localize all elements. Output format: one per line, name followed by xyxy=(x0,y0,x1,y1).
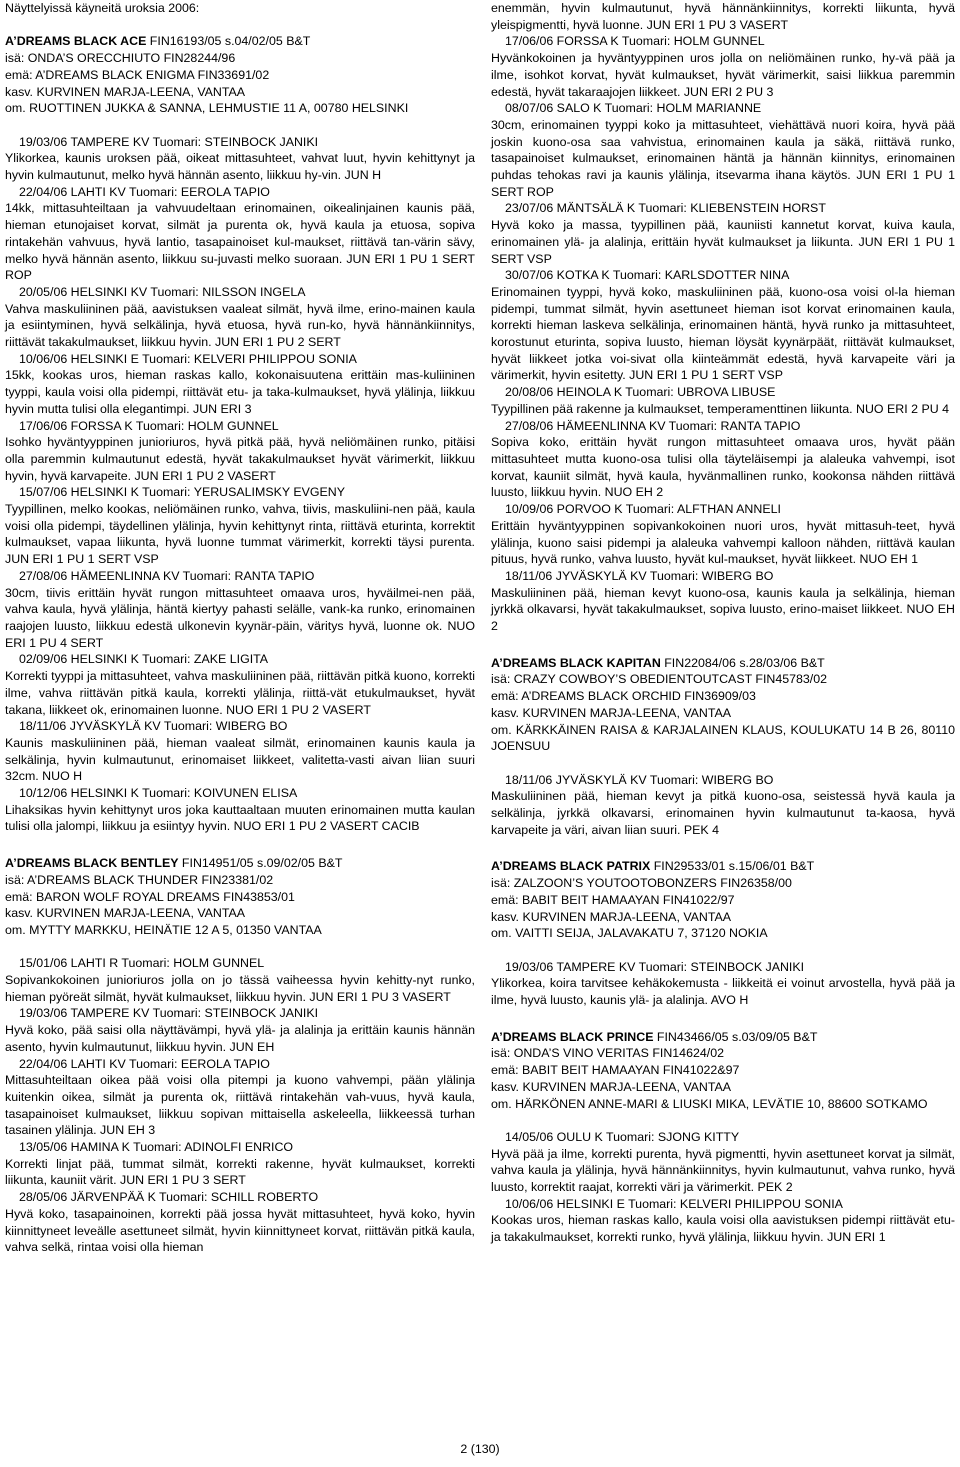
show-entry: 18/11/06 JYVÄSKYLÄ KV Tuomari: WIBERG BO Kaunis maskuliininen pää, hieman vaaleat silmät, erinomainen kaunis kaula ja selkälinja, hyvin kulmautunut, erinomaiset liikkeet, valitetta-vasti aivan liian suuri 32cm. NUO H xyxy=(5,719,475,784)
show-entry: 02/09/06 HELSINKI K Tuomari: ZAKE LIGITA Korrekti tyyppi ja mittasuhteet, vahva maskuliininen pää, riittävän pitkä kuono, korrekti ilme, vahva riittävän pitkä kaula, korrekti ylälinja, riittä-vät etukulmaukset, hyvät takana, liikkeet ok, erinomainen luonne. NUO ERI 1 PU 2 VASERT xyxy=(5,652,475,717)
dog-details-kapitan: FIN22084/06 s.28/03/06 B&T isä: CRAZY COWBOY’S OBEDIENTOUTCAST FIN45783/02 emä: A’DREAMS BLACK ORCHID FIN36909/03 kasv. KURVINEN MARJA-LEENA, VANTAA om. KÄRKKÄINEN RAISA & KARJALAINEN KLAUS, KOULUKATU 14 B 26, 80110 JOENSUU xyxy=(491,655,955,754)
show-entry-continued: enemmän, hyvin kulmautunut, hyvä hännänkiinnitys, korrekti liikunta, hyvä yleispigmentti, hyvä luonne. JUN ERI 1 PU 3 VASERT xyxy=(491,1,955,32)
dog-details-ace: FIN16193/05 s.04/02/05 B&T isä: ONDA’S ORECCHIUTO FIN28244/96 emä: A’DREAMS BLACK ENIGMA FIN33691/02 kasv. KURVINEN MARJA-LEENA, VANTAA om. RUOTTINEN JUKKA & SANNA, LEHMUSTIE 11 A, 00780 HELSINKI xyxy=(5,34,409,116)
show-entry: 19/03/06 TAMPERE KV Tuomari: STEINBOCK JANIKI Ylikorkea, kaunis uroksen pää, oikeat mittasuhteet, vahvat luut, hyvin kehittynyt ja hyvin kulmautunut, melko hyvä hännän asento, liikkuu hy-vin. JUN H xyxy=(5,134,475,182)
show-entry: 14/05/06 OULU K Tuomari: SJONG KITTY Hyvä pää ja ilme, korrekti purenta, hyvä pigmentti, hyvin asettuneet korvat ja silmät, vahva kaula ja ylälinja, hyvä hännänkiinnitys, hyvin kulmautunut, vahva runko, hyvä luusto, korrektit raajat, korrekti väri ja värimerkit. PEK 2 xyxy=(491,1129,955,1195)
dog-name-ace: A’DREAMS BLACK ACE xyxy=(5,34,147,49)
show-entry: 23/07/06 MÄNTSÄLÄ K Tuomari: KLIEBENSTEIN HORST Hyvä koko ja massa, tyypillinen pää, kauniisti kannetut korvat, kuiva kaula, erinomainen ylä- ja alalinja, erittäin hyvät kulmaukset ja liikunta. JUN ERI 1 PU 1 SERT VSP xyxy=(491,201,955,266)
left-column xyxy=(5,0,475,1256)
dog-details-bentley: FIN14951/05 s.09/02/05 B&T isä: A’DREAMS BLACK THUNDER FIN23381/02 emä: BARON WOLF ROYAL DREAMS FIN43853/01 kasv. KURVINEN MARJA-LEENA, VANTAA om. MYTTY MARKKU, HEINÄTIE 12 A 5, 01350 VANTAA xyxy=(5,856,343,937)
dog-details-prince: FIN43466/05 s.03/09/05 B&T isä: ONDA’S VINO VERITAS FIN14624/02 emä: BABIT BEIT HAMAAYAN FIN41022&97 kasv. KURVINEN MARJA-LEENA, VANTAA om. HÄRKÖNEN ANNE-MARI & LIUSKI MIKA, LEVÄTIE 10, 88600 SOTKAMO xyxy=(491,1029,928,1111)
dog-header-prince xyxy=(491,1029,955,1113)
show-entry: 27/08/06 HÄMEENLINNA KV Tuomari: RANTA TAPIO Sopiva koko, erittäin hyvät rungon mittasuhteet omaava uros, hyvät pään mittasuhteet mutta kuono-osa tulisi olla täyteläisempi ja alaleuka vahvempi, isot korvat, kauniit silmät, hyvä kaula, hyvänmallinen runko, kookonsa nähden riittävä luusto, liikkuu hyvin. NUO EH 2 xyxy=(491,418,955,500)
show-entry: 27/08/06 HÄMEENLINNA KV Tuomari: RANTA TAPIO 30cm, tiivis erittäin hyvät rungon mittasuhteet omaava uros, hyväilmei-nen pää, vahva kaula, hyvä ylälinja, häntä kiertyy pahasti selälle, vank-ka runko, erinomainen raajojen luusto, liikkuu edestä ulkonevin kyynär-päin, väritys hyvä, luonne ok. NUO ERI 1 PU 4 SERT xyxy=(5,568,475,650)
show-entry: 08/07/06 SALO K Tuomari: HOLM MARIANNE 30cm, erinomainen tyyppi koko ja mittasuhteet, viehättävä nuori koira, hyvä pää joskin kuono-osa saa vahvistua, erinomainen kaula ja säkä, riittävä runko, tasapainoiset kulmaukset, erinomainen häntä ja hännän kiinnitys, erinomainen puhdas tehokas ravi ja kaunis ylälinja, itsevarma ihana käytös. JUN ERI 1 PU 1 SERT ROP xyxy=(491,101,955,199)
dog-header-patrix xyxy=(491,858,955,942)
show-entry: 15/07/06 HELSINKI K Tuomari: YERUSALIMSKY EVGENY Tyypillinen, melko kookas, neliömäinen runko, vahva, tiivis, maskuliini-nen pää, kaula voisi olla pidempi, täydellinen ylälinja, hyvin kehittynyt rinta, riittävä eturinta, korrektit kulmaukset, vapaa liikunta, hyvä luonne tummat värimerkit, korrekti täysi purenta. JUN ERI 1 PU 1 SERT VSP xyxy=(5,485,475,567)
show-entry: 17/06/06 FORSSA K Tuomari: HOLM GUNNEL Hyvänkokoinen ja hyväntyyppinen uros jolla on neliömäinen runko, hy-vä pää ja ilme, isohkot korvat, hyvät kulmaukset, hyvät värimerkit, saisi liikkua paremmin edestä, hyvät takaraajojen liikkeet. JUN ERI 2 PU 3 xyxy=(491,34,955,99)
page-number: 2 (130) xyxy=(460,1442,500,1456)
show-entry: 28/05/06 JÄRVENPÄÄ K Tuomari: SCHILL ROBERTO Hyvä koko, tasapainoinen, korrekti pää jossa hyvät mittasuhteet, hyvä koko, hyvin kiinnittyneet leveälle asettuneet silmät, hyvin kiinnittyneet korvat, riittävän pitkä kaula, vahva selkä, rintaa voisi olla hieman xyxy=(5,1190,475,1255)
dog-name-patrix: A’DREAMS BLACK PATRIX xyxy=(491,859,651,874)
dog-header-ace xyxy=(5,33,475,117)
dog-details-patrix: FIN29533/01 s.15/06/01 B&T isä: ZALZOON’S YOUTOOTOBONZERS FIN26358/00 emä: BABIT BEIT HAMAAYAN FIN41022/97 kasv. KURVINEN MARJA-LEENA, VANTAA om. VAITTI SEIJA, JALAVAKATU 7, 37120 NOKIA xyxy=(491,859,815,941)
show-entry: 19/03/06 TAMPERE KV Tuomari: STEINBOCK JANIKI Ylikorkea, koira tarvitsee kehäkokemusta - liikkeitä ei voinut arvostella, hyvä pää ja ilme, hyvä luusto, kaunis ylä- ja alalinja. AVO H xyxy=(491,959,955,1008)
show-entry: 22/04/06 LAHTI KV Tuomari: EEROLA TAPIO Mittasuhteiltaan oikea pää voisi olla pitempi ja kuono vahvempi, pään ylälinja kuitenkin oikea, silmät ja purenta ok, riittävä rintakehän vah-vuus, hyvä kaula, tasapainoiset kulmaukset, liikkuu sopivan mittaisella askeleella, liikkeessä turhan tasainen ylälinja. JUN EH 3 xyxy=(5,1056,475,1138)
show-entry: 17/06/06 FORSSA K Tuomari: HOLM GUNNEL Isohko hyväntyyppinen junioriuros, hyvä pitkä pää, hyvä neliömäinen runko, pitäisi olla paremmin kulmautunut edestä, hyvät takakulmaukset hyvät värimerkit, liikkuu hyvin, hyvä karvapeite. JUN ERI 1 PU 2 VASERT xyxy=(5,418,475,483)
show-entry: 18/11/06 JYVÄSKYLÄ KV Tuomari: WIBERG BO Maskuliininen pää, hieman kevyt ja pitkä kuono-osa, seistessä hyvä kaula ja selkälinja, jyrkkä olkavarsi, erinomainen hyvin kulmautunut ta-kaosa, hyvä karvapeite ja väri, aivan liian suuri. PEK 4 xyxy=(491,772,955,837)
show-entry: 10/09/06 PORVOO K Tuomari: ALFTHAN ANNELI Erittäin hyväntyyppinen sopivankokoinen nuori uros, hyvät mittasuh-teet, hyvä ylälinja, kuono saisi pidempi ja alaleuka vahvempi kalloon nähden, riittävä kaulan pituus, hyvä runko, vahva luusto, hyvät kul-maukset, hyvät liikkeet. NUO EH 1 xyxy=(491,502,955,567)
dog-name-bentley: A’DREAMS BLACK BENTLEY xyxy=(5,856,179,871)
show-entry: 10/06/06 HELSINKI E Tuomari: KELVERI PHILIPPOU SONIA 15kk, kookas uros, hieman raskas kallo, kokonaisuutena erittäin mas-kuliininen tyyppi, kaula voisi olla pidempi, riittävät etu- ja taka-kulmaukset, hyvä ylälinja, liikkuu hyvin mutta tulisi olla elegantimpi. JUN ERI 3 xyxy=(5,351,475,416)
show-entry: 15/01/06 LAHTI R Tuomari: HOLM GUNNEL Sopivankokoinen junioriuros jolla on jo tässä vaiheessa hyvin kehitty-nyt runko, hieman pyöreät silmät, hyvät kulmaukset, liikkuu hyvin. JUN ERI 1 PU 3 VASERT xyxy=(5,956,475,1004)
show-entry: 20/08/06 HEINOLA K Tuomari: UBROVA LIBUSE Tyypillinen pää rakenne ja kulmaukset, temperamenttinen liikunta. NUO ERI 2 PU 4 xyxy=(491,385,949,416)
show-entry: 10/12/06 HELSINKI K Tuomari: KOIVUNEN ELISA Lihaksikas hyvin kehittynyt uros joka kauttaaltaan muuten erinomainen mutta kaulan tulisi olla jalompi, liikkuu ja esiintyy hyvin. NUO ERI 1 PU 2 VASERT CACIB xyxy=(5,786,475,834)
show-entry: 19/03/06 TAMPERE KV Tuomari: STEINBOCK JANIKI Hyvä koko, pää saisi olla näyttävämpi, hyvä ylä- ja alalinja ja erittäin kaunis hännän asento, hyvin kulmautunut, liikkuu hyvin. JUN EH xyxy=(5,1006,475,1054)
show-entry: 10/06/06 HELSINKI E Tuomari: KELVERI PHILIPPOU SONIA Kookas uros, hieman raskas kallo, kaula voisi olla aavistuksen pidempi riittävät etu- ja takakulmaukset, korrekti runko, hyvä ylälinja, liikkuu hyvin. JUN ERI 1 xyxy=(491,1196,955,1245)
show-entry: 18/11/06 JYVÄSKYLÄ KV Tuomari: WIBERG BO Maskuliininen pää, hieman kevyt kuono-osa, kaunis kaula ja selkälinja, hieman jyrkkä olkavarsi, hyvät takakulmaukset, sopiva luusto, erino-maiset liikkeet. NUO EH 2 xyxy=(491,568,955,634)
show-entry: 13/05/06 HAMINA K Tuomari: ADINOLFI ENRICO Korrekti linjat pää, tummat silmät, korrekti rakenne, hyvät kulmaukset, korrekti liikunta, kauniit värit. JUN ERI 1 PU 3 SERT xyxy=(5,1140,475,1188)
dog-name-kapitan: A’DREAMS BLACK KAPITAN xyxy=(491,655,661,670)
page-title: Näyttelyissä käyneitä uroksia 2006: xyxy=(5,1,200,15)
show-entry: 20/05/06 HELSINKI KV Tuomari: NILSSON INGELA Vahva maskuliininen pää, aavistuksen vaaleat silmät, hyvä ilme, erino-mainen kaula ja esiintyminen, hyvä selkälinja, hyvä etuosa, hyvä run-ko, hyvä hännänkiinnitys, riittävät takakulmaukset, liikkuu hyvin. JUN ERI 1 PU 2 SERT xyxy=(5,284,475,350)
dog-header-bentley xyxy=(5,855,475,939)
right-column xyxy=(491,0,955,1246)
dog-header-kapitan xyxy=(491,655,955,755)
dog-name-prince: A’DREAMS BLACK PRINCE xyxy=(491,1029,654,1044)
show-entry: 30/07/06 KOTKA K Tuomari: KARLSDOTTER NINA Erinomainen tyyppi, hyvä koko, maskuliininen pää, kuono-osa voisi ol-la hieman pidempi, tummat silmät, hyvin asettuneet hieman isot korvat erinomainen kaula, korrekti hieman laskeva selkälinja, erinomainen häntä, hyvä runko ja mittasuhteet, korostunut eturinta, sopiva luusto, hieman löysät kyynärpäät, riittävät kulmaukset, hyvät liikkeet jotka voi-sivat olla kiinteämmät edestä, hyvä karvapeite väri ja värimerkit, hyvin esitetty. JUN ERI 1 PU 1 SERT VSP xyxy=(491,268,955,383)
show-entry: 22/04/06 LAHTI KV Tuomari: EEROLA TAPIO 14kk, mittasuhteiltaan ja vahvuudeltaan erinomainen, oikealinjainen kaunis pää, hieman etunojaiset korvat, silmät ja purenta ok, hyvä kaula ja etuosa, sopiva rintakehän vahvuus, hyvä lantio, tasapainoiset kul-maukset, riittävä tan-värin sävy, melko hyvä hännän asento, liikkuu su-juvasti melko suoraan. JUN ERI 1 PU 1 SERT ROP xyxy=(5,184,475,283)
